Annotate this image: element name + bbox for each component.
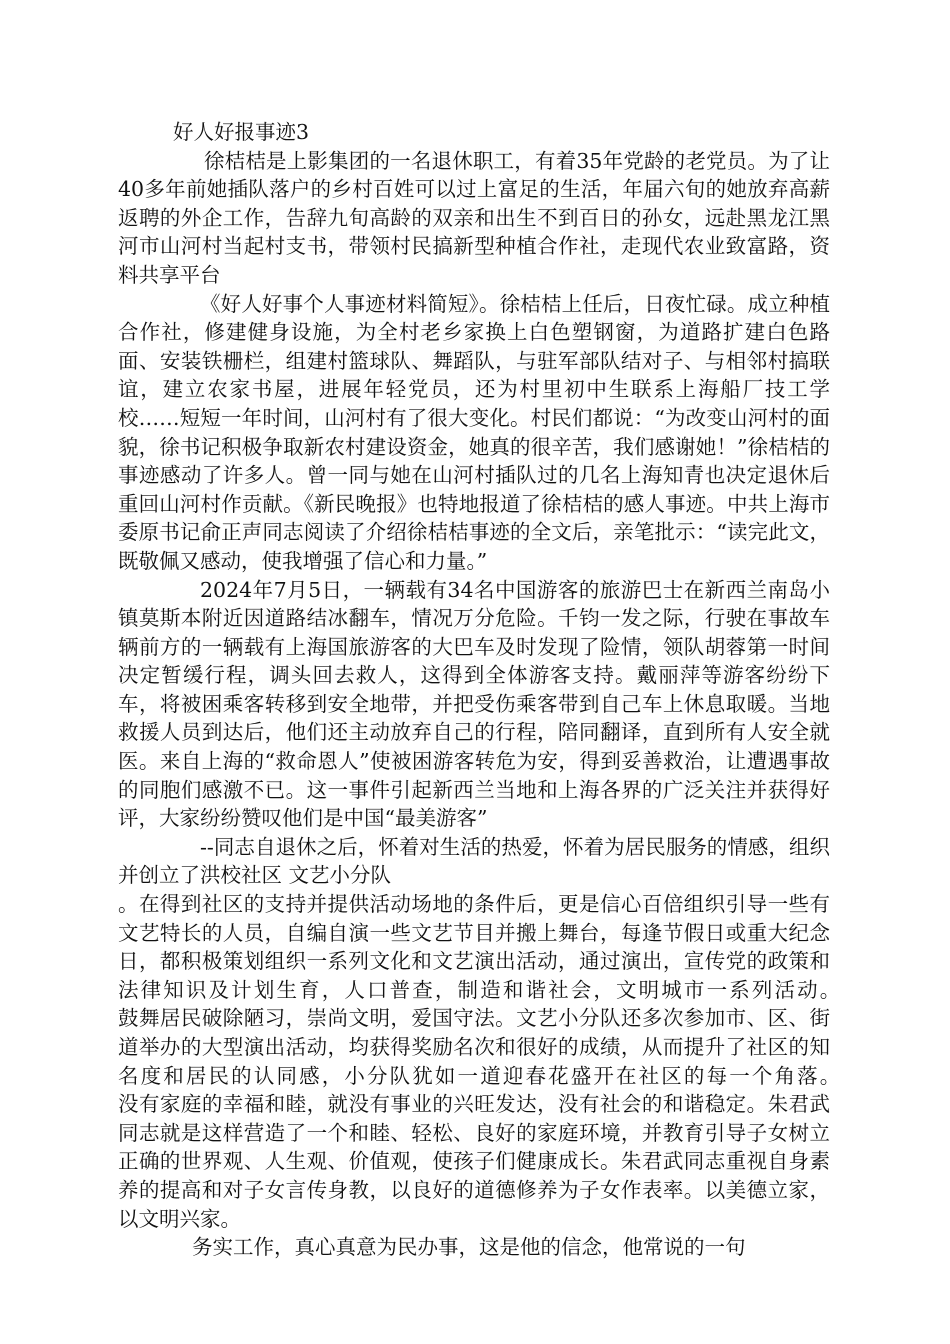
paragraph-art-troupe-intro: --同志自退休之后，怀着对生活的热爱，怀着为居民服务的情感，组织并创立了洪校社区 文艺小分队 bbox=[118, 834, 830, 888]
paragraph-art-troupe-activities: 。在得到社区的支持并提供活动场地的条件后，更是信心百倍组织引导一些有文艺特长的人员，自编自演一些文艺节目并搬上舞台，每逢节假日或重大纪念日，都积极策划组织一系列文化和文艺演出活动，通过演出，宣传党的政策和法律知识及计划生育，人口普查，制造和谐社会，文明城市一系列活动。 鼓舞居民破除陋习，崇尚文明，爱国守法。文艺小分队还多次参加市、区、街道举办的大型演出活动，均获得奖励名次和很好的成绩，从而提升了社区的知名度和居民的认同感，小分队犹如一道迎春花盛开在社区的每一个角落。 没有家庭的幸福和睦，就没有事业的兴旺发达，没有社会的和谐稳定。朱君武同志就是这样营造了一个和睦、轻松、良好的家庭环境，并教育引导子女树立正确的世界观、人生观、价值观，使孩子们健康成长。朱君武同志重视自身素养的提高和对子女言传身教，以良好的道德修养为子女作表率。以美德立家，以文明兴家。 bbox=[118, 892, 892, 1231]
paragraph-xu-jiejie-deeds: 《好人好事个人事迹材料简短》。徐桔桔上任后，日夜忙碌。成立种植合作社，修建健身设施，为全村老乡家换上白色塑钢窗，为道路扩建白色路面、安装铁栅栏，组建村篮球队、舞蹈队，与驻军部队结对子、与相邻村搞联谊，建立农家书屋，进展年轻党员，还为村里初中生联系上海船厂技工学校……短短一年时间，山河村有了很大变化。村民们都说：“为改变山河村的面貌，徐书记积极争取新农村建设资金，她真的很辛苦，我们感谢她！”徐桔桔的事迹感动了许多人。曾一同与她在山河村插队过的几名上海知青也决定退休后重回山河村作贡献。《新民晚报》也特地报道了徐桔桔的感人事迹。中共上海市委原书记俞正声同志阅读了介绍徐桔桔事迹的全文后，亲笔批示：“读完此文，既敬佩又感动，使我增强了信心和力量。” bbox=[118, 291, 830, 573]
document-page bbox=[118, 118, 892, 1262]
paragraph-most-beautiful-tourists: 2024年7月5日，一辆载有34名中国游客的旅游巴士在新西兰南岛小镇莫斯本附近因道路结冰翻车，情况万分危险。千钧一发之际，行驶在事故车辆前方的一辆载有上海国旅游客的大巴车及时发现了险情，领队胡蓉第一时间决定暂缓行程，调头回去救人，这得到全体游客支持。戴丽萍等游客纷纷下车，将被困乘客转移到安全地带，并把受伤乘客带到自己车上休息取暖。当地救援人员到达后，他们还主动放弃自己的行程，陪同翻译，直到所有人安全就医。来自上海的“救命恩人”使被困游客转危为安，得到妥善救治，让遭遇事故的同胞们感激不已。这一事件引起新西兰当地和上海各界的广泛关注并获得好评，大家纷纷赞叹他们是中国“最美游客” bbox=[118, 577, 830, 831]
paragraph-xu-jiejie-intro: 徐桔桔是上影集团的一名退休职工，有着35年党龄的老党员。为了让40多年前她插队落户的乡村百姓可以过上富足的生活，年届六旬的她放弃高薪返聘的外企工作，告辞九旬高龄的双亲和出生不到百日的孙女，远赴黑龙江黑河市山河村当起村支书，带领村民搞新型种植合作社，走现代农业致富路，资料共享平台 bbox=[118, 148, 830, 287]
document-title: 好人好报事迹3 bbox=[173, 120, 310, 144]
paragraph-practical-work: 务实工作，真心真意为民办事，这是他的信念，他常说的一句 bbox=[192, 1235, 746, 1260]
